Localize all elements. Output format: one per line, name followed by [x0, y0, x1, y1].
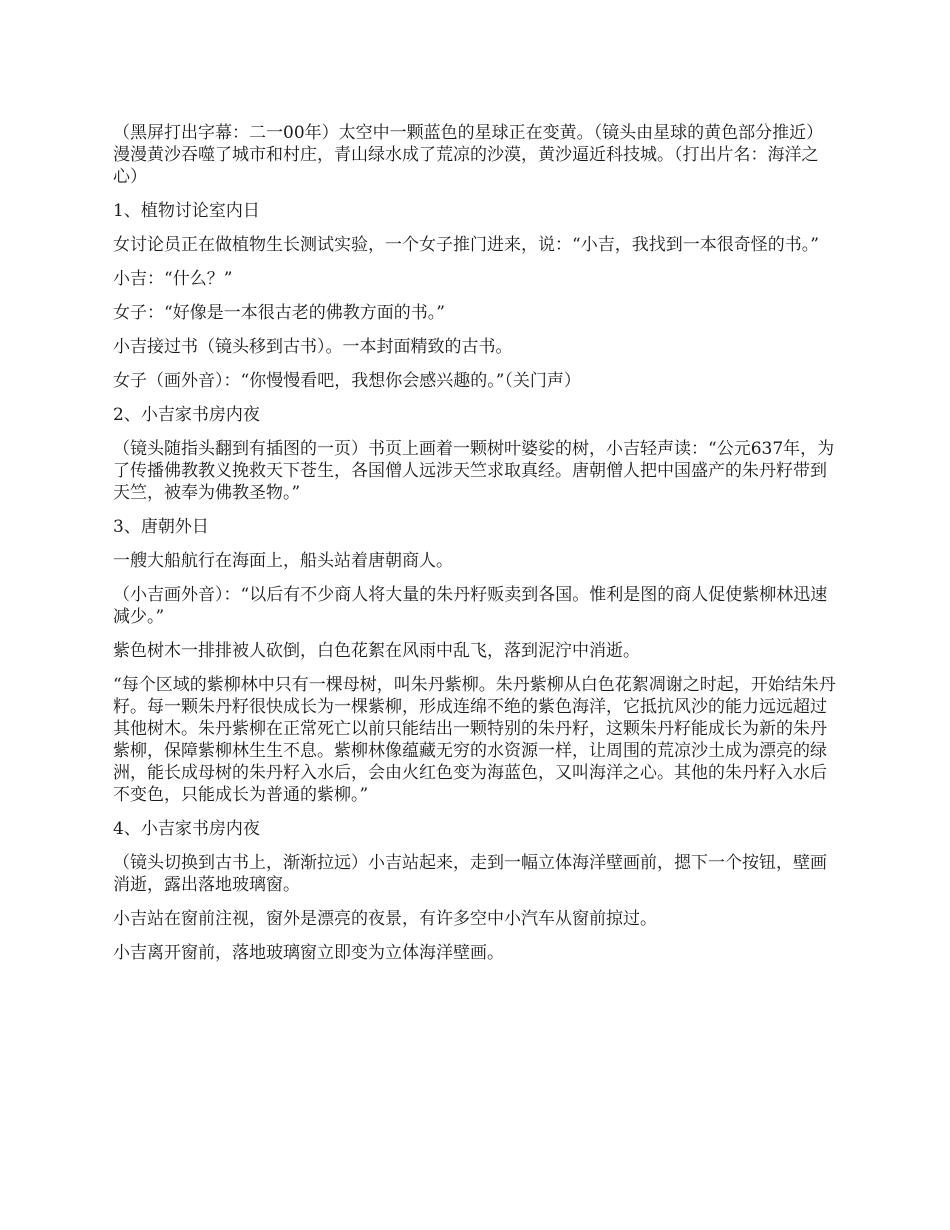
script-paragraph: （镜头随指头翻到有插图的一页）书页上画着一颗树叶婆娑的树，小吉轻声读：“公元637年，为了传播佛教教义挽救天下苍生，各国僧人远涉天竺求取真经。唐朝僧人把中国盛产的朱丹籽带到天竺，被奉为佛教圣物。”: [113, 439, 835, 503]
document-page: [113, 122, 838, 976]
script-paragraph: 一艘大船航行在海面上，船头站着唐朝商人。: [113, 551, 453, 571]
script-paragraph: 小吉接过书（镜头移到古书）。一本封面精致的古书。: [113, 337, 513, 357]
script-paragraph: 小吉离开窗前，落地玻璃窗立即变为立体海洋壁画。: [113, 943, 504, 963]
dialogue-line: 女子（画外音）：“你慢慢看吧，我想你会感兴趣的。”（关门声）: [113, 371, 581, 391]
narration-paragraph: “每个区域的紫柳林中只有一棵母树，叫朱丹紫柳。朱丹紫柳从白色花絮凋谢之时起，开始结朱丹籽。每一颗朱丹籽很快成长为一棵紫柳，形成连绵不绝的紫色海洋，它抵抗风沙的能力远远超过其他树木。朱丹紫柳在正常死亡以前只能结出一颗特别的朱丹籽，这颗朱丹籽能成长为新的朱丹紫柳，保障紫柳林生生不息。紫柳林像蕴藏无穷的水资源一样，让周围的荒凉沙土成为漂亮的绿洲，能长成母树的朱丹籽入水后，会由火红色变为海蓝色，又叫海洋之心。其他的朱丹籽入水后不变色，只能成长为普通的紫柳。”: [113, 675, 836, 805]
scene-heading-2: 2、小吉家书房内夜: [113, 405, 260, 425]
scene-heading-1: 1、植物讨论室内日: [113, 201, 260, 221]
dialogue-line: 女子：“好像是一本很古老的佛教方面的书。”: [113, 303, 445, 323]
scene-heading-3: 3、唐朝外日: [113, 517, 209, 537]
intro-paragraph: （黑屏打出字幕：二一00年）太空中一颗蓝色的星球正在变黄。（镜头由星球的黄色部分推近）漫漫黄沙吞噬了城市和村庄，青山绿水成了荒凉的沙漠，黄沙逼近科技城。（打出片名：海洋之心）: [113, 123, 824, 187]
dialogue-line: （小吉画外音）：“以后有不少商人将大量的朱丹籽贩卖到各国。惟利是图的商人促使紫柳林迅速减少。”: [113, 585, 828, 627]
script-paragraph: 小吉站在窗前注视，窗外是漂亮的夜景，有许多空中小汽车从窗前掠过。: [113, 909, 657, 929]
scene-heading-4: 4、小吉家书房内夜: [113, 819, 260, 839]
script-paragraph: （镜头切换到古书上，渐渐拉远）小吉站起来，走到一幅立体海洋壁画前，摁下一个按钮，壁画消逝，露出落地玻璃窗。: [113, 853, 827, 895]
dialogue-line: 小吉：“什么？”: [113, 269, 233, 289]
script-paragraph: 紫色树木一排排被人砍倒，白色花絮在风雨中乱飞，落到泥泞中消逝。: [113, 641, 640, 661]
script-paragraph: 女讨论员正在做植物生长测试实验，一个女子推门进来，说：“小吉，我找到一本很奇怪的书。”: [113, 235, 819, 255]
